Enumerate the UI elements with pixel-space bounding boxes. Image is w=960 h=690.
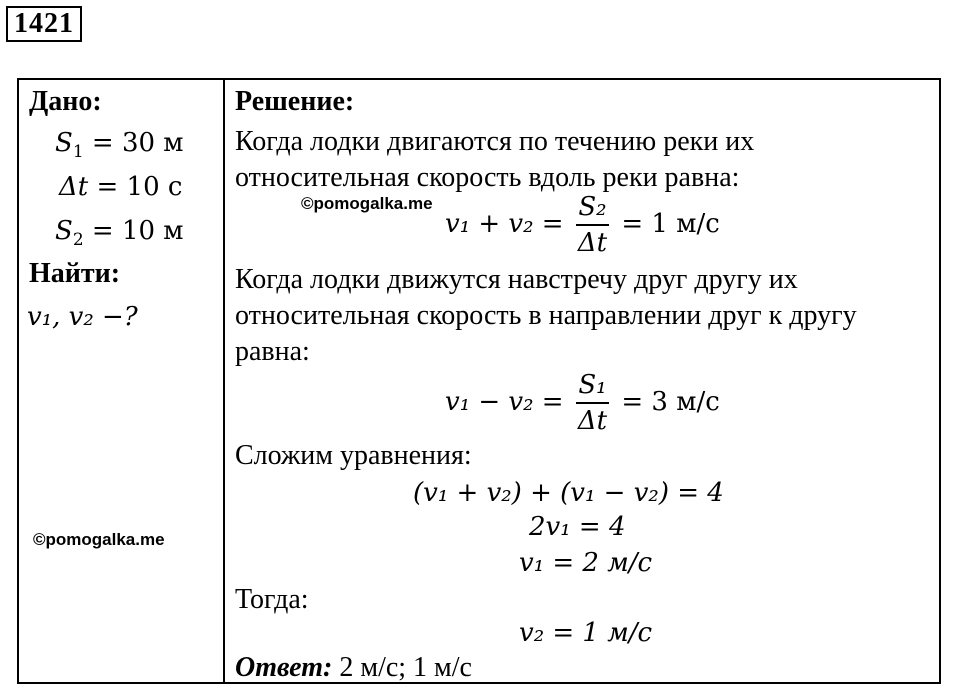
given-dt: Δt = 10 с <box>59 172 183 202</box>
solution-text-line: относительная скорость вдоль реки равна: <box>235 162 740 193</box>
answer-line <box>235 652 472 684</box>
solution-text-line: равна: <box>235 336 310 367</box>
solution-text-line: Когда лодки движутся навстречу друг другу их <box>235 264 798 295</box>
given-column <box>19 80 223 682</box>
problem-number: 1421 <box>6 6 82 42</box>
equation-difference: v₁ − v₂ = $\frac{\text{S₁}}{\Delta t}$ = 3 м/с <box>445 370 720 436</box>
equation-v2: v₂ = 1 м/с <box>519 618 653 648</box>
answer-value: 2 м/с; 1 м/с <box>332 652 472 683</box>
watermark-top: ©pomogalka.me <box>301 194 433 213</box>
find-heading: Найти: <box>29 258 121 289</box>
watermark-left: ©pomogalka.me <box>33 530 165 549</box>
fraction: $\frac{\text{S₂}}{\Delta t}$ <box>577 192 608 258</box>
equation-v1: v₁ = 2 м/с <box>519 548 653 578</box>
answer-label: Ответ: <box>235 652 333 683</box>
solution-text-line: Тогда: <box>235 584 309 615</box>
solution-heading: Решение: <box>235 86 355 117</box>
given-heading: Дано: <box>29 86 102 117</box>
solution-table <box>17 78 941 684</box>
equation-2v1: 2v₁ = 4 <box>529 512 626 542</box>
given-s2: $S_2 = 10$ м <box>55 216 184 250</box>
given-s1: $S_1 = 30$ м <box>55 128 184 162</box>
find-unknowns: v₁, v₂ −? <box>27 302 138 332</box>
solution-column <box>225 80 939 682</box>
fraction: $\frac{\text{S₁}}{\Delta t}$ <box>577 370 608 436</box>
equation-sum: v₁ + v₂ = $\frac{\text{S₂}}{\Delta t}$ = 1 м/с <box>445 192 720 258</box>
solution-text-line: Сложим уравнения: <box>235 440 472 471</box>
solution-text-line: относительная скорость в направлении друг к другу <box>235 300 857 331</box>
equation-add: (v₁ + v₂) + (v₁ − v₂) = 4 <box>413 478 724 508</box>
solution-text-line: Когда лодки двигаются по течению реки их <box>235 126 755 157</box>
